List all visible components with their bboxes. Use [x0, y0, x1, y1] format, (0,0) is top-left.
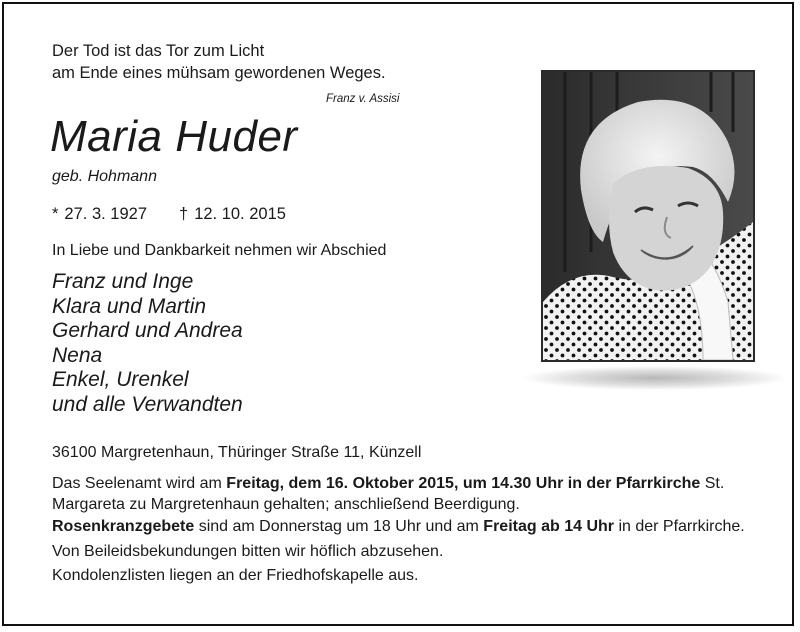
mourner-item: Klara und Martin: [52, 294, 207, 318]
obituary-card: [2, 2, 794, 626]
address: 36100 Margretenhaun, Thüringer Straße 11, Künzell: [52, 444, 422, 461]
requiem-paragraph: [52, 474, 752, 515]
quote-line-1: Der Tod ist das Tor zum Licht: [52, 42, 265, 60]
birth-symbol: *: [52, 205, 59, 223]
rosary-text: sind am Donnerstag um 18 Uhr und am: [194, 518, 484, 535]
mourner-item: Enkel, Urenkel: [52, 368, 189, 391]
condolence-request: Von Beileidsbekundungen bitten wir höflich abzusehen.: [52, 542, 444, 560]
requiem-location: St. Margareta zu Margretenhaun gehalten; anschließend Beerdigung.: [52, 475, 725, 513]
death-date: 12. 10. 2015: [194, 205, 286, 223]
mourner-item: Franz und Inge: [52, 270, 194, 293]
rosary-location: in der Pfarrkirche.: [614, 518, 745, 535]
birth-date: 27. 3. 1927: [64, 205, 147, 223]
quote-line-2: am Ende eines mühsam gewordenen Weges.: [52, 64, 386, 82]
death-symbol: †: [179, 205, 189, 223]
rosary-time: Freitag ab 14 Uhr: [483, 518, 614, 535]
quote-author: Franz v. Assisi: [326, 93, 400, 105]
quote: [52, 40, 386, 84]
maiden-name: geb. Hohmann: [52, 168, 157, 185]
deceased-name: Maria Huder: [50, 112, 298, 161]
portrait-photo: [541, 70, 755, 362]
life-dates: [52, 205, 286, 224]
rosary-paragraph: [52, 517, 752, 538]
mourner-item: Nena: [52, 343, 103, 367]
condolence-lists: Kondolenzlisten liegen an der Friedhofskapelle aus.: [52, 567, 419, 584]
farewell-text: In Liebe und Dankbarkeit nehmen wir Abschied: [52, 242, 387, 259]
mourner-item: und alle Verwandten: [52, 392, 243, 416]
photo-shadow: [524, 366, 786, 390]
funeral-notice: [52, 472, 752, 587]
rosary-title: Rosenkranzgebete: [52, 518, 195, 535]
mourners-list: [52, 270, 243, 417]
requiem-date: Freitag, dem 16. Oktober 2015, um 14.30 Uhr in der Pfarrkirche: [226, 475, 701, 492]
mourner-item: Gerhard und Andrea: [52, 319, 243, 342]
requiem-text: Das Seelenamt wird am: [52, 475, 227, 492]
